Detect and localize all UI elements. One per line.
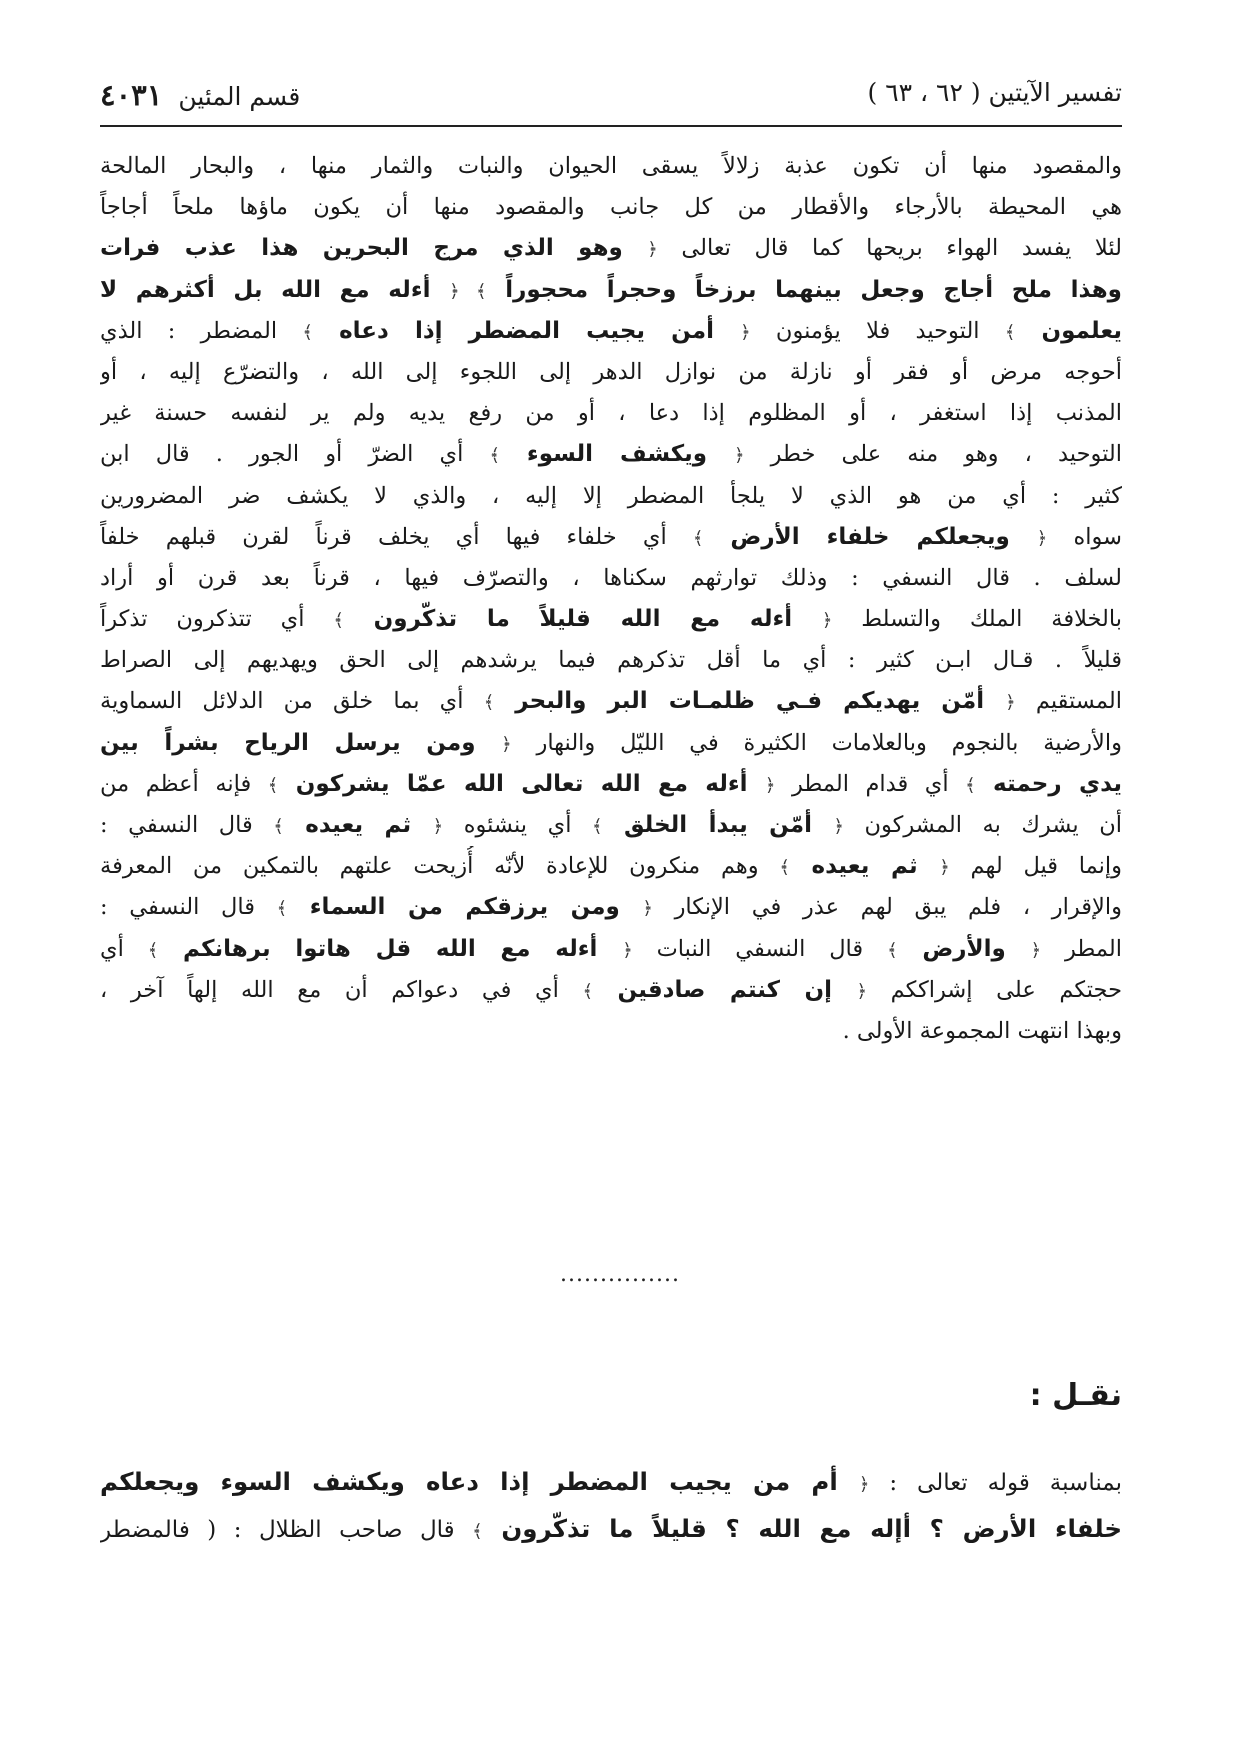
commentary-text: حجتكم على إشراككم	[867, 976, 1122, 1003]
commentary-text: قال النسفي النبات	[632, 935, 888, 962]
text-line	[100, 970, 1122, 1011]
commentary-text: وهم منكرون للإعادة لأنّه أُزيحت علتهم بالتمكين من المعرفة	[100, 853, 780, 880]
quran-bracket: ﴾	[1004, 321, 1016, 343]
quran-bracket: ﴿	[642, 898, 653, 920]
text-line	[100, 270, 1122, 311]
commentary-text: أن يشرك به المشركون	[843, 812, 1122, 838]
quran-verse-text: أم من يجيب المضطر إذا دعاه ويكشف السوء ويجعلكم	[100, 1467, 859, 1496]
page-header	[100, 78, 1122, 120]
commentary-text: سواه	[1047, 523, 1122, 550]
quran-verse-text: ويكشف السوء	[500, 441, 735, 468]
quran-bracket: ﴾	[302, 321, 313, 343]
text-line	[100, 1458, 1122, 1505]
quran-bracket: ﴾	[472, 1521, 483, 1542]
quran-bracket: ﴿	[1036, 527, 1048, 549]
text-line	[100, 434, 1122, 475]
commentary-text: كثير : أي من هو الذي لا يلجأ المضطر إلا إليه ، والذي لا يكشف ضر المضرورين	[100, 482, 1122, 509]
text-line	[100, 723, 1122, 764]
section-name: قسم المئين	[178, 82, 301, 111]
text-line	[100, 1011, 1122, 1052]
quran-verse-text: خلفاء الأرض ؟ أإله مع الله ؟ قليلاً ما تذكّرون	[482, 1514, 1122, 1543]
quran-verse-text: يعلمون	[1015, 317, 1122, 344]
quran-bracket: ﴿	[939, 857, 950, 879]
quran-bracket: ﴾	[273, 816, 284, 837]
text-line	[100, 311, 1122, 352]
quran-bracket: ﴾	[276, 898, 288, 920]
quran-verse-text: أمّن يبدأ الخلق	[602, 812, 834, 838]
text-line	[100, 1505, 1122, 1552]
quran-verse-text: والأرض	[897, 935, 1031, 962]
quran-verse-text: وهو الذي مرج البحرين هذا عذب فرات	[100, 235, 648, 262]
quran-bracket: ﴾	[483, 692, 495, 714]
commentary-text: بمناسبة قوله تعالى :	[869, 1470, 1122, 1496]
text-line	[100, 846, 1122, 887]
quran-bracket: ﴾	[267, 774, 279, 796]
quran-bracket: ﴿	[432, 816, 444, 837]
quran-verse-text: إن كنتم صادقين	[593, 976, 857, 1003]
text-line	[100, 558, 1122, 599]
quran-bracket: ﴿	[740, 321, 751, 343]
commentary-text: قال النسفي :	[100, 894, 277, 921]
quran-bracket: ﴿	[1030, 939, 1042, 961]
text-line	[100, 517, 1122, 558]
quran-bracket: ﴿	[856, 980, 868, 1002]
quran-verse-text: وهذا ملح أجاج وجعل بينهما برزخاً وحجراً محجوراً	[486, 276, 1122, 303]
text-line	[100, 929, 1122, 970]
quran-bracket: ﴾	[779, 857, 790, 879]
quran-bracket: ﴾	[692, 527, 704, 549]
commentary-text: المضطر : الذي	[100, 317, 303, 344]
quran-verse-text: يدي رحمته	[975, 770, 1122, 797]
commentary-text: قال صاحب الظلال : ( فالمضطر	[100, 1517, 473, 1543]
text-line	[100, 681, 1122, 722]
text-line	[100, 599, 1122, 640]
quran-bracket: ﴿	[858, 1474, 870, 1495]
commentary-text: والأرضية بالنجوم وبالعلامات الكثيرة في الليّل والنهار	[511, 729, 1122, 756]
text-line	[100, 764, 1122, 805]
section-and-page	[100, 78, 300, 112]
quran-verse-text: ثم يعيده	[283, 812, 433, 838]
quran-verse-text: أءله مع الله قل هاتوا برهانكم	[158, 935, 623, 962]
quran-verse-text: أءله مع الله بل أكثرهم لا	[100, 276, 450, 303]
quran-verse-text: ويجعلكم خلفاء الأرض	[703, 523, 1037, 550]
running-title: تفسير الآيتين ( ٦٢ ، ٦٣ )	[867, 78, 1122, 107]
commentary-text: أي ينشئوه	[443, 812, 592, 838]
main-text	[100, 146, 1122, 1052]
commentary-text: أي بما خلق من الدلائل السماوية	[100, 688, 484, 715]
quran-verse-text: ثم يعيده	[789, 853, 940, 880]
text-line	[100, 887, 1122, 928]
quran-bracket: ﴿	[1005, 692, 1016, 714]
quran-bracket: ﴾	[592, 816, 603, 837]
commentary-text: فإنه أعظم من	[100, 770, 268, 797]
commentary-text: المستقيم	[1015, 688, 1122, 715]
quran-bracket: ﴾	[333, 610, 344, 632]
commentary-text: قليلاً . قـال ابـن كثير : أي ما أقل تذكرهم فيما يرشدهم إلى الحق ويهديهم إلى الصراط	[100, 647, 1122, 674]
text-line	[100, 805, 1122, 846]
text-line	[100, 640, 1122, 681]
quran-bracket: ﴿	[622, 939, 633, 961]
commentary-text: لئلا يفسد الهواء بريحها كما قال تعالى	[657, 235, 1122, 262]
commentary-text: المذنب إذا استغفر ، أو المظلوم إذا دعا ، أو من رفع يديه ولم ير لنفسه حسنة غير	[100, 400, 1122, 427]
commentary-text: التوحيد فلا يؤمنون	[750, 317, 1005, 344]
commentary-text: أي خلفاء فيها أي يخلف قرناً لقرن قبلهم خلفاً	[100, 523, 693, 550]
commentary-text: التوحيد ، وهو منه على خطر	[744, 441, 1122, 468]
quran-bracket: ﴿	[501, 733, 512, 755]
commentary-text: أي	[100, 935, 148, 962]
text-line	[100, 476, 1122, 517]
commentary-text: قال النسفي :	[100, 812, 274, 838]
quran-bracket: ﴾ ﴿	[449, 280, 487, 302]
note-text	[100, 1458, 1122, 1552]
quran-bracket: ﴿	[764, 774, 776, 796]
quran-bracket: ﴾	[489, 445, 500, 467]
commentary-text: وبهذا انتهت المجموعة الأولى .	[842, 1017, 1122, 1044]
commentary-text: أي تتذكرون تذكراً	[100, 606, 334, 633]
text-line	[100, 187, 1122, 228]
quran-bracket: ﴿	[647, 239, 658, 261]
quran-bracket: ﴿	[821, 610, 833, 632]
commentary-text: أي في دعواكم أن مع الله إلهاً آخر ،	[100, 976, 583, 1003]
commentary-text: هي المحيطة بالأرجاء والأقطار من كل جانب والمقصود منها أن يكون ماؤها ملحاً أجاجاً	[100, 194, 1122, 221]
text-line	[100, 228, 1122, 269]
quran-bracket: ﴾	[582, 980, 594, 1002]
text-line	[100, 146, 1122, 187]
quran-verse-text: ومن يرسل الرياح بشراً بين	[100, 729, 502, 756]
commentary-text: لسلف . قال النسفي : وذلك توارثهم سكناها ، والتصرّف فيها ، قرناً بعد قرن أو أراد	[100, 564, 1122, 591]
page-number: ٤٠٣١	[100, 78, 163, 112]
section-separator: ...............	[560, 1262, 680, 1287]
quran-verse-text: ومن يرزقكم من السماء	[287, 894, 643, 921]
note-heading: نقـل :	[1029, 1378, 1122, 1413]
quran-bracket: ﴿	[734, 445, 745, 467]
commentary-text: وإنما قيل لهم	[949, 853, 1122, 880]
commentary-text: أي الضرّ أو الجور . قال ابن	[100, 441, 490, 468]
quran-bracket: ﴾	[965, 774, 976, 796]
quran-verse-text: أمّن يهديكم فـي ظلمـات البر والبحر	[494, 688, 1006, 715]
quran-bracket: ﴾	[147, 939, 159, 961]
text-line	[100, 352, 1122, 393]
quran-verse-text: أءله مع الله تعالى الله عمّا يشركون	[278, 770, 765, 797]
commentary-text: المطر	[1041, 935, 1122, 962]
commentary-text: والإقرار ، فلم يبق لهم عذر في الإنكار	[652, 894, 1122, 921]
quran-bracket: ﴿	[833, 816, 844, 837]
quran-bracket: ﴾	[887, 939, 898, 961]
text-line	[100, 393, 1122, 434]
commentary-text: أحوجه مرض أو فقر أو نازلة من نوازل الدهر إلى اللجوء إلى الله ، والتضرّع إليه ، أو	[100, 358, 1122, 385]
commentary-text: والمقصود منها أن تكون عذبة زلالاً يسقى الحيوان والنبات والثمار منها ، والبحار المالحة	[100, 153, 1122, 179]
commentary-text: بالخلافة الملك والتسلط	[832, 606, 1122, 633]
header-rule	[100, 125, 1122, 127]
commentary-text: أي قدام المطر	[775, 770, 966, 797]
quran-verse-text: أمن يجيب المضطر إذا دعاه	[312, 317, 741, 344]
quran-verse-text: أءله مع الله قليلاً ما تذكّرون	[343, 606, 822, 633]
